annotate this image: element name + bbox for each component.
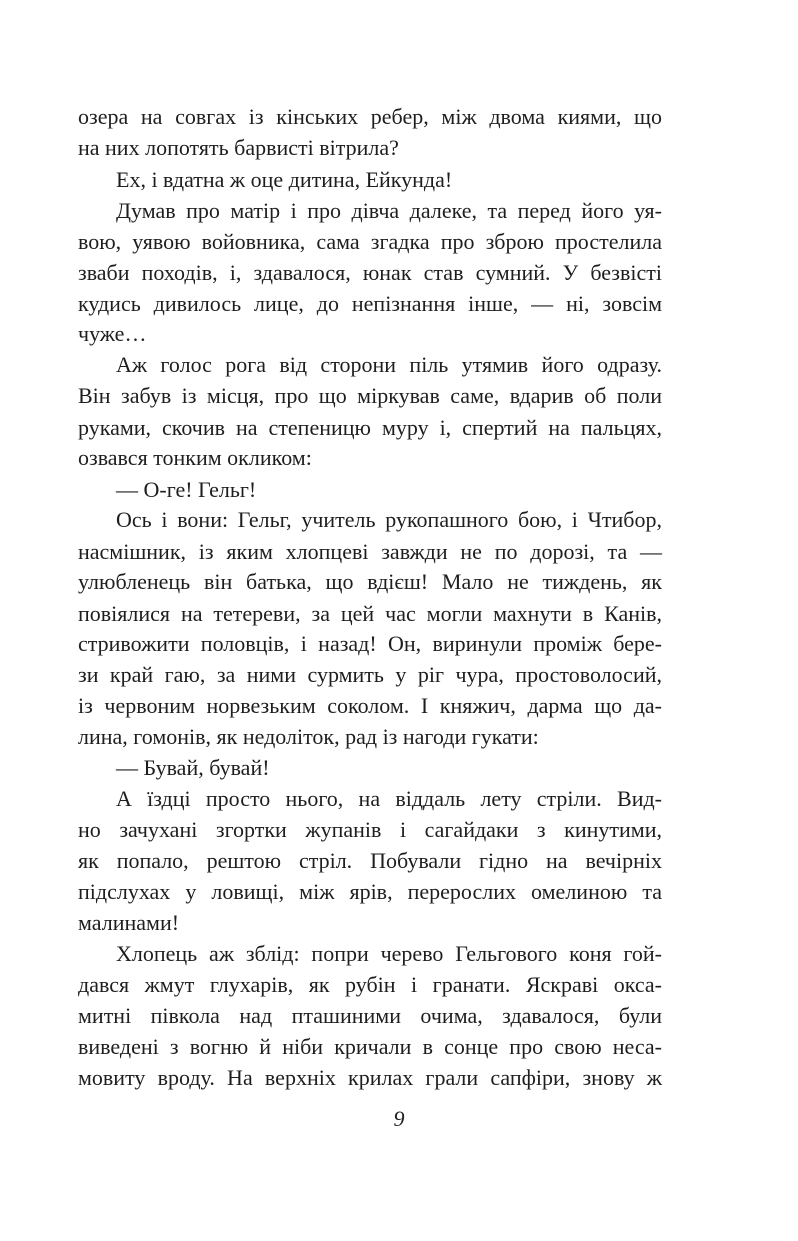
text-line: Ех, і вдатна ж оце дитина, Ейкунда!	[116, 167, 453, 192]
text-line: чуже…	[78, 321, 147, 346]
text-line: стривожити половців, і назад! Он, виринули проміж бере-	[78, 631, 662, 656]
text-line: Ось і вони: Гельг, учитель рукопашного бою, і Чтибор,	[116, 507, 662, 532]
page-number: 9	[393, 1106, 405, 1131]
text-line: кудись дивилось лице, до непізнання інше, — ні, зовсім	[78, 291, 662, 316]
text-line: як попало, рештою стріл. Побували гідно на вечірніх	[78, 848, 662, 873]
text-line: Він забув із місця, про що міркував саме, вдарив об поли	[78, 383, 662, 408]
text-line: на них лопотять барвисті вітрила?	[78, 135, 399, 160]
text-line: мовиту вроду. На верхніх крилах грали сапфіри, знову ж	[78, 1065, 662, 1090]
text-line: улюбленець він батька, що вдієш! Мало не тиждень, як	[78, 569, 662, 594]
text-line: малинами!	[78, 910, 180, 935]
text-line: із червоним норвезьким соколом. І княжич, дарма що да-	[78, 693, 662, 718]
text-line: Аж голос рога від сторони піль утямив його одразу.	[116, 352, 662, 377]
text-line: А їздці просто нього, на віддаль лету стріли. Вид-	[116, 786, 662, 811]
text-line: Хлопець аж зблід: попри черево Гельгового коня гой-	[116, 941, 662, 966]
text-line: зваби походів, і, здавалося, юнак став сумний. У безвісті	[78, 260, 662, 285]
text-line: озвався тонким окликом:	[78, 445, 312, 470]
text-line: насмішник, із яким хлопцеві завжди не по дорозі, та —	[78, 539, 662, 564]
text-line: вою, уявою войовника, сама згадка про зброю простелила	[78, 229, 662, 254]
text-line: виведені з вогню й ніби кричали в сонце про свою неса-	[78, 1034, 662, 1059]
text-line: руками, скочив на степеницю муру і, спертий на пальцях,	[78, 415, 662, 440]
text-line: но зачухані згортки жупанів і сагайдаки з кинутими,	[78, 817, 662, 842]
text-line: зи край гаю, за ними сурмить у ріг чура, простоволосий,	[78, 662, 662, 687]
text-line: дався жмут глухарів, як рубін і гранати. Яскраві окса-	[78, 972, 662, 997]
text-line: Думав про матір і про дівча далеке, та перед його уя-	[116, 198, 662, 223]
text-line: митні півкола над пташиними очима, здавалося, були	[78, 1003, 662, 1028]
text-line: — О-ге! Гельг!	[116, 477, 257, 502]
text-line: підслухах у ловищі, між ярів, перерослих омелиною та	[78, 879, 662, 904]
text-line: озера на совгах із кінських ребер, між двома киями, що	[78, 104, 662, 129]
text-line: лина, гомонів, як недоліток, рад із нагоди гукати:	[78, 724, 539, 749]
text-line: — Бувай, бувай!	[116, 755, 270, 780]
text-line: повіялися на тетереви, за цей час могли махнути в Канів,	[78, 601, 662, 626]
